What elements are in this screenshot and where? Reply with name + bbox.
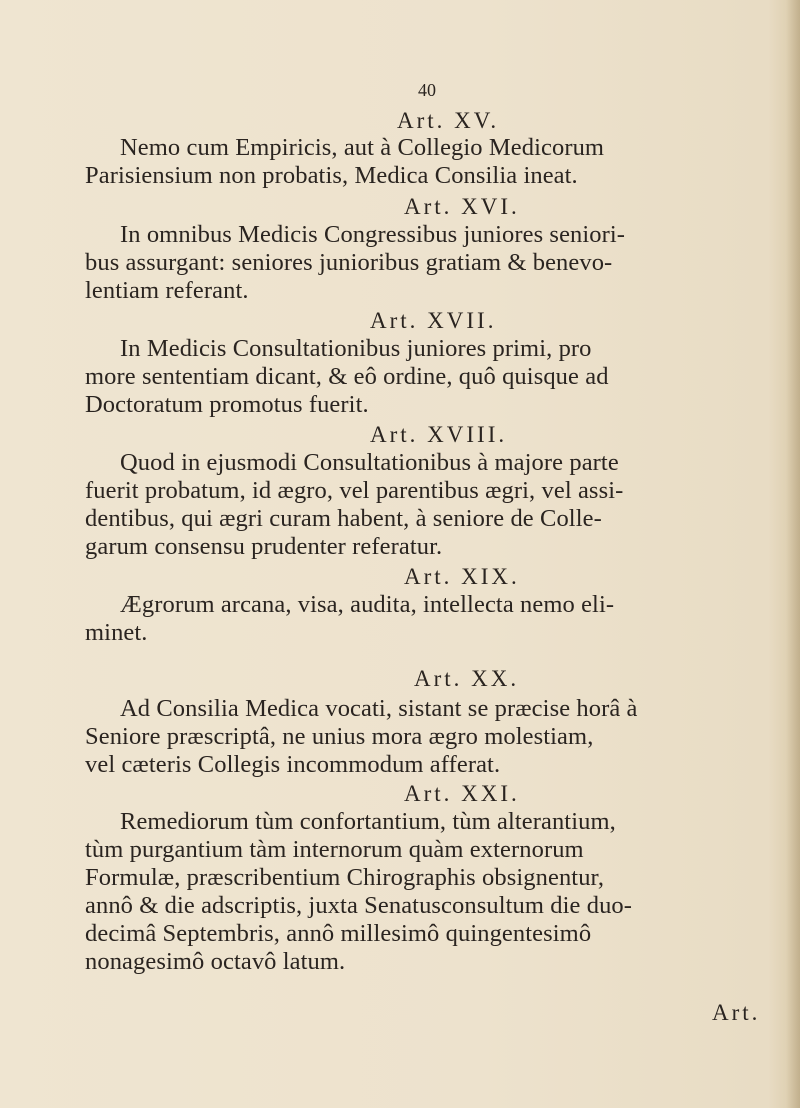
article-heading: Art. XV. [397, 108, 500, 133]
text-line: Doctoratum promotus fuerit. [85, 391, 369, 418]
text-line: Ad Consilia Medica vocati, sistant se præcise horâ à [120, 695, 638, 722]
text-line: lentiam referant. [85, 277, 249, 304]
text-line: decimâ Septembris, annô millesimô quingentesimô [85, 920, 592, 947]
article-heading: Art. XVII. [370, 308, 497, 333]
text-line: vel cæteris Collegis incommodum afferat. [85, 751, 501, 778]
text-line: Parisiensium non probatis, Medica Consilia ineat. [85, 162, 578, 189]
text-line: Seniore præscriptâ, ne unius mora ægro molestiam, [85, 723, 594, 750]
page-edge-shadow [786, 0, 800, 1108]
text-line: Formulæ, præscribentium Chirographis obsignentur, [85, 864, 605, 891]
article-heading: Art. XX. [414, 666, 520, 691]
article-heading: Art. XVI. [404, 194, 520, 219]
text-line: garum consensu prudenter referatur. [85, 533, 443, 560]
text-line: Quod in ejusmodi Consultationibus à majore parte [120, 449, 619, 476]
text-line: annô & die adscriptis, juxta Senatusconsultum die duo- [85, 892, 633, 919]
catchword: Art. [712, 1000, 761, 1025]
text-line: Ægrorum arcana, visa, audita, intellecta nemo eli- [120, 591, 615, 618]
text-line: minet. [85, 619, 148, 646]
text-line: bus assurgant: seniores junioribus gratiam & benevo- [85, 249, 613, 276]
text-line: Nemo cum Empiricis, aut à Collegio Medicorum [120, 134, 605, 161]
text-line: In Medicis Consultationibus juniores primi, pro [120, 335, 592, 362]
text-line: In omnibus Medicis Congressibus juniores seniori- [120, 221, 626, 248]
text-line: fuerit probatum, id ægro, vel parentibus ægri, vel assi- [85, 477, 624, 504]
text-line: tùm purgantium tàm internorum quàm externorum [85, 836, 584, 863]
page-number: 40 [418, 80, 436, 100]
text-line: dentibus, qui ægri curam habent, à seniore de Colle- [85, 505, 602, 532]
text-line: Remediorum tùm confortantium, tùm alterantium, [120, 808, 616, 835]
article-heading: Art. XVIII. [370, 422, 508, 447]
article-heading: Art. XIX. [404, 564, 520, 589]
text-line: nonagesimô octavô latum. [85, 948, 346, 975]
article-heading: Art. XXI. [404, 781, 520, 806]
text-line: more sententiam dicant, & eô ordine, quô quisque ad [85, 363, 609, 390]
